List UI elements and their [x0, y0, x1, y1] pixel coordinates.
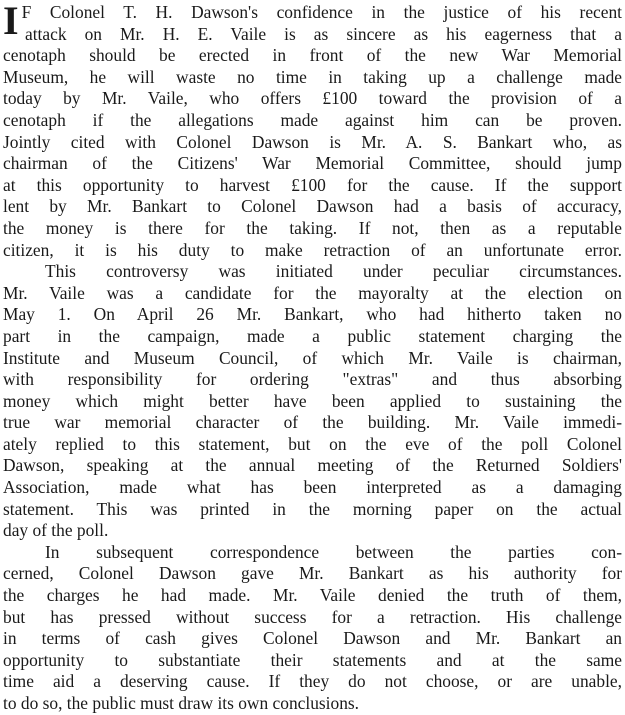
text-line: time aid a deserving cause. If they do not choose, or are unable, — [3, 671, 622, 692]
text-line: cenotaph if the allegations made against him can be proven. — [3, 109, 622, 130]
text-line: Association, made what has been interpreted as a damaging — [3, 477, 622, 498]
text-line: to do so, the public must draw its own conclusions. — [3, 693, 359, 713]
paragraph-3 — [3, 542, 622, 715]
text-line: at this opportunity to harvest £100 for the cause. If the support — [3, 174, 622, 195]
text-line: in terms of cash gives Colonel Dawson and Mr. Bankart an — [3, 628, 622, 649]
text-line: money which might better have been applied to sustaining the — [3, 390, 622, 411]
drop-cap: I — [3, 0, 19, 43]
text-line: opportunity to substantiate their statements and at the same — [3, 649, 622, 670]
text-line: ately replied to this statement, but on the eve of the poll Colonel — [3, 433, 622, 454]
text-line: Dawson, speaking at the annual meeting of the Returned Soldiers' — [3, 455, 622, 476]
text-line: today by Mr. Vaile, who offers £100 toward the provision of a — [3, 88, 622, 109]
text-line: Museum, he will waste no time in taking up a challenge made — [3, 66, 622, 87]
text-line: the money is there for the taking. If not, then as a reputable — [3, 217, 622, 238]
paragraph-2 — [3, 261, 622, 542]
text-line: day of the poll. — [3, 520, 109, 541]
text-line: the charges he had made. Mr. Vaile denied the truth of them, — [3, 585, 622, 606]
text-line: Jointly cited with Colonel Dawson is Mr. A. S. Bankart who, as — [3, 131, 622, 152]
text-line: with responsibility for ordering "extras" and thus absorbing — [3, 369, 622, 390]
paragraph-1 — [3, 2, 622, 261]
text-line: lent by Mr. Bankart to Colonel Dawson had a basis of accuracy, — [3, 196, 622, 217]
text-line: citizen, it is his duty to make retraction of an unfortunate error. — [3, 239, 622, 260]
text-line: May 1. On April 26 Mr. Bankart, who had hitherto taken no — [3, 304, 622, 325]
text-line: In subsequent correspondence between the parties con- — [45, 541, 622, 562]
text-line: Mr. Vaile was a candidate for the mayoralty at the election on — [3, 282, 622, 303]
text-line: statement. This was printed in the morning paper on the actual — [3, 498, 622, 519]
editorial-article — [3, 2, 622, 715]
text-line: attack on Mr. H. E. Vaile is as sincere as his eagerness that a — [25, 23, 622, 44]
text-line: Institute and Museum Council, of which Mr. Vaile is chairman, — [3, 347, 622, 368]
text-line: true war memorial character of the building. Mr. Vaile immedi- — [3, 412, 622, 433]
text-line: chairman of the Citizens' War Memorial Committee, should jump — [3, 153, 622, 174]
text-line: cerned, Colonel Dawson gave Mr. Bankart as his authority for — [3, 563, 622, 584]
text-line: cenotaph should be erected in front of the new War Memorial — [3, 45, 622, 66]
text-line: F Colonel T. H. Dawson's confidence in the justice of his recent — [21, 2, 622, 22]
text-line: This controversy was initiated under peculiar circumstances. — [45, 261, 622, 282]
text-line: part in the campaign, made a public statement charging the — [3, 325, 622, 346]
text-line: but has pressed without success for a retraction. His challenge — [3, 606, 622, 627]
